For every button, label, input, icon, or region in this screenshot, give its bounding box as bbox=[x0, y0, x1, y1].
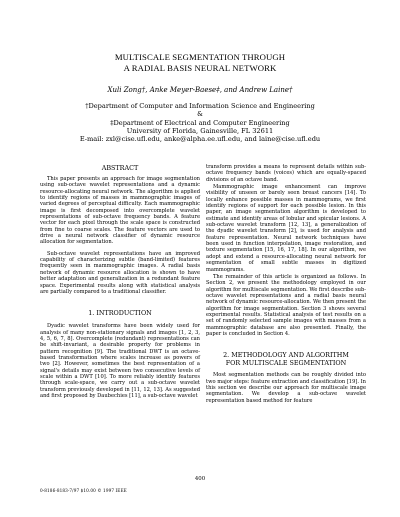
right-paragraph-2: Mammographic image enhancement can improve visibility of unseen or barely seen breast cancers [14]. To locally enhance possible masses in mammograms, we first identify regions of support for each possible lesion. In this paper, an image segmentation algorithm is developed to estimate and identify areas of lobular and spicular lesions. A sub-octave wavelet transform [12, 13], a generalization of the dyadic wavelet transform [2], is used for analysis and feature representation. Neural network techniques have been used in function interpolation, image restoration, and texture segmentation [15, 16, 17, 18]. In our algorithm, we adopt and extend a resource-allocating neural network for segmentation of small subtle masses in digitized mammograms. bbox=[206, 184, 366, 273]
affiliation-ampersand: & bbox=[197, 110, 203, 118]
affiliation-university: University of Florida, Gainesville, FL 32611 bbox=[126, 127, 274, 135]
copyright-footnote: 0-8186-8183-7/97 $10.00 © 1997 IEEE bbox=[40, 488, 127, 493]
methodology-paragraph-1: Most segmentation methods can be roughly divided into two major steps: feature extraction and classification [19]. In this section we describe our approach for multiscale image segmentation. We develop a sub-octave wavelet representation based method for feature bbox=[206, 372, 366, 404]
methodology-heading-line-1: 2. METHODOLOGY AND ALGORITHM bbox=[223, 351, 349, 360]
paper-title bbox=[40, 52, 360, 73]
left-column bbox=[40, 164, 200, 399]
abstract-heading: ABSTRACT bbox=[101, 164, 139, 172]
page-number: 400 bbox=[194, 476, 206, 482]
right-paragraph-3: The remainder of this article is organized as follows. In Section 2, we present the methodology employed in our algorithm for multiscale segmentation. We first describe sub-octave wavelet representations and a radial basis neural network of dynamic resource-allocation. We then present the algorithm for image segmentation. Section 3 shows several experimental results. Statistical analysis of test results on a set of randomly selected sample images with masses from a mammographic database are also presented. Finally, the paper is concluded in Section 4. bbox=[206, 273, 366, 337]
methodology-heading-line-2: FOR MULTISCALE SEGMENTATION bbox=[225, 359, 347, 368]
author-list: Xuli Zong†, Anke Meyer-Baese‡, and Andrew Laine† bbox=[107, 86, 293, 94]
abstract-paragraph-1: This paper presents an approach for image segmentation using sub-octave wavelet representations and a dynamic resource-allocating neural network. The algorithm is applied to identify regions of masses in mammographic images of varied degrees of perceptual difficulty. Each mammographic image is first decomposed into overcomplete wavelet representations of sub-octave frequency bands. A feature vector for each pixel through the scale space is constructed from fine to coarse scales. The feature vectors are used to drive a neural network classifier of dynamic resource allocation for segmentation. bbox=[40, 176, 200, 246]
right-column bbox=[206, 164, 366, 404]
affiliation-dept-2: ‡Department of Electrical and Computer Engineering bbox=[110, 119, 290, 127]
affiliation-email: E-mail: zxl@cise.ufl.edu, anke@alpha.ee.ufl.edu, and laine@cise.ufl.edu bbox=[79, 135, 321, 143]
title-line-1: MULTISCALE SEGMENTATION THROUGH bbox=[114, 52, 286, 62]
abstract-paragraph-2: Sub-octave wavelet representations have an improved capability of characterizing subtle (band-limited) features frequently seen in mammographic images. A radial basis network of dynamic resource allocation is shown to have better adaptation and generalization in a redundant feature space. Experimental results along with statistical analysis are partially compared to a traditional classifier. bbox=[40, 250, 200, 295]
title-line-2: A RADIAL BASIS NEURAL NETWORK bbox=[123, 62, 277, 73]
right-paragraph-1: transform provides a means to represent details within sub-octave frequency bands (voices) which are equally-spaced divisions of an octave band. bbox=[206, 164, 366, 183]
affiliation-dept-1: †Department of Computer and Information Science and Engineering bbox=[85, 102, 315, 110]
introduction-paragraph-1: Dyadic wavelet transforms have been widely used for analysis of many non-stationary signals and images [1, 2, 3, 4, 5, 6, 7, 8]. Overcomplete (redundant) representations can be shift-invariant, a desirable property for problems in pattern recognition [9]. The traditional DWT is an octave-based transformation where scales increase as powers of two [2]. However, sometimes the best representation of a signal's details may exist between two consecutive levels of scale within a DWT [10]. To more reliably identify features through scale-space, we carry out a sub-octave wavelet transform previously developed in [11, 12, 13]. As suggested and first proposed by Daubechies [11], a sub-octave wavelet bbox=[40, 323, 200, 399]
introduction-heading: 1. INTRODUCTION bbox=[88, 309, 152, 318]
